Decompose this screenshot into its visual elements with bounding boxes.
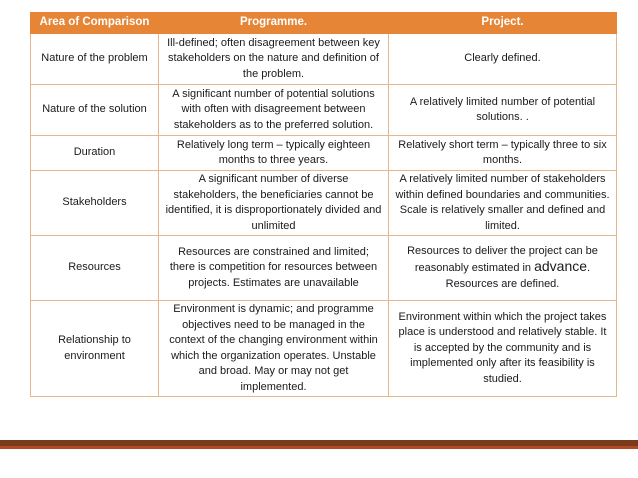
footer-bar-accent [0,446,638,449]
table-row [31,85,617,136]
area-cell: Nature of the solution [31,85,159,136]
table-row [31,171,617,236]
programme-cell: Resources are constrained and limited; there is competition for resources between projects. Estimates are unavailable [159,236,389,301]
programme-cell: A significant number of diverse stakeholders, the beneficiaries cannot be identified, it is disproportionately divided and unlimited [159,171,389,236]
table-row [31,136,617,171]
programme-cell: Environment is dynamic; and programme objectives need to be managed in the context of the changing environment within which the organization operates. Unstable and broad. May or may not get implemented. [159,301,389,397]
project-cell: Clearly defined. [389,34,617,85]
header-area-of-comparison: Area of Comparison [31,13,159,34]
area-cell: Stakeholders [31,171,159,236]
area-cell: Relationship to environment [31,301,159,397]
programme-cell: Ill-defined; often disagreement between key stakeholders on the nature and definition of the problem. [159,34,389,85]
project-cell: Environment within which the project takes place is understood and relatively stable. It is accepted by the community and is implemented only after its feasibility is studied. [389,301,617,397]
table-header-row [31,13,617,34]
table-row [31,34,617,85]
project-cell: A relatively limited number of potential solutions. . [389,85,617,136]
area-cell: Duration [31,136,159,171]
area-cell: Nature of the problem [31,34,159,85]
project-text-after: . Resources are defined. [445,262,591,290]
table-row [31,301,617,397]
programme-cell: A significant number of potential solutions with often with disagreement between stakeholders as to the preferred solution. [159,85,389,136]
project-text-emphasis: advance [534,258,588,275]
project-cell: A relatively limited number of stakeholders within defined boundaries and communities. Scale is relatively smaller and defined and limited. [389,171,617,236]
project-cell [389,236,617,301]
header-programme: Programme. [159,13,389,34]
header-project: Project. [389,13,617,34]
comparison-table [30,12,617,397]
project-text-before: Resources to deliver the project can be reasonably estimated in [407,244,598,275]
table-row [31,236,617,301]
programme-cell: Relatively long term – typically eighteen months to three years. [159,136,389,171]
area-cell: Resources [31,236,159,301]
project-cell: Relatively short term – typically three to six months. [389,136,617,171]
